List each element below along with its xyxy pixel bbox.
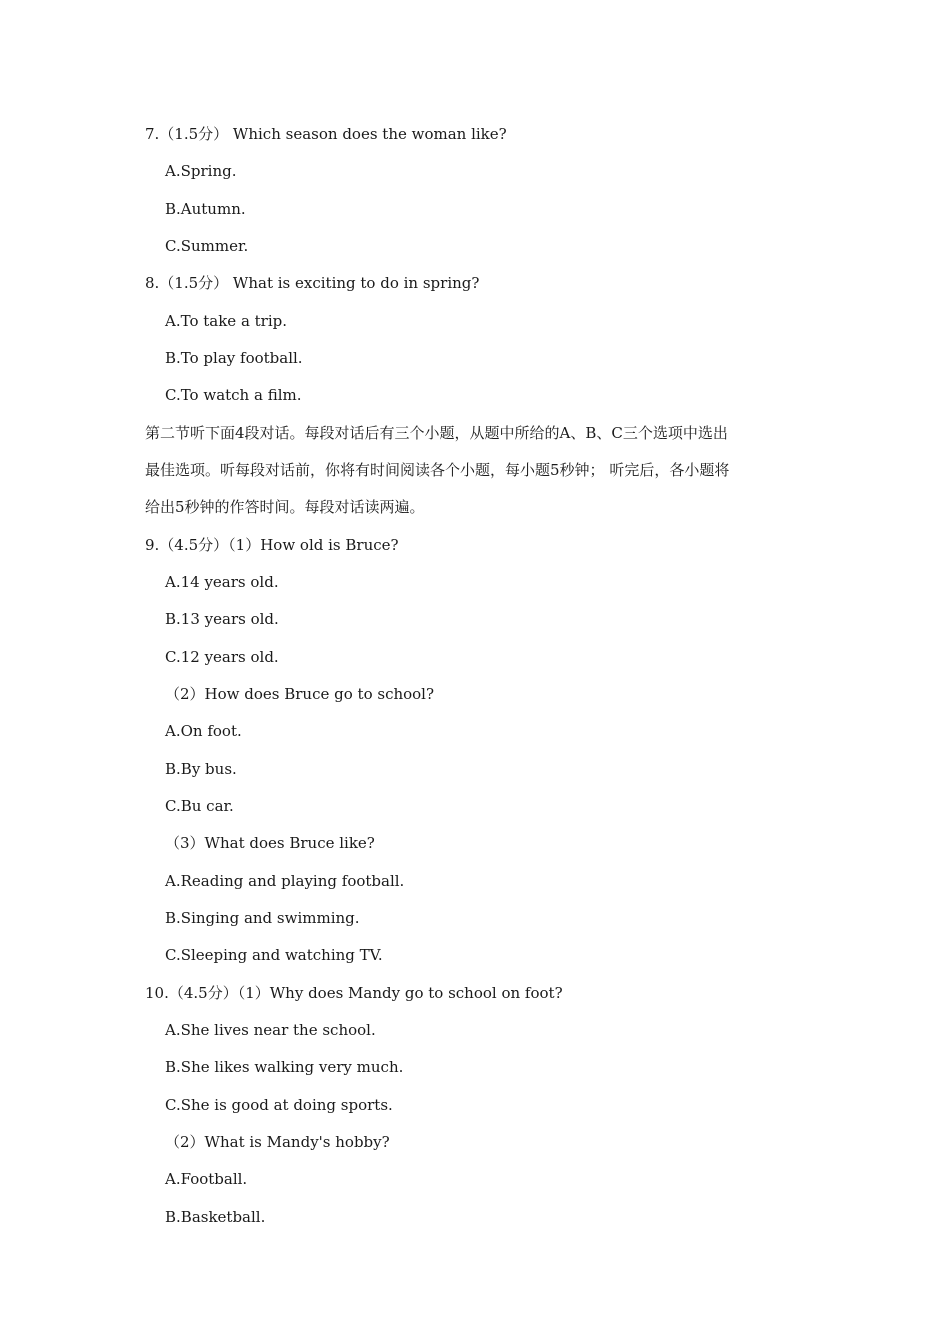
question-8-option-b: B.To play football. [165,349,303,367]
section-2-instructions-line-2: 最佳选项。听每段对话前，你将有时间阅读各个小题，每小题5秒钟； 听完后，各小题将 [145,461,730,479]
question-9-1-option-c: C.12 years old. [165,648,279,666]
question-8-option-a: A.To take a trip. [165,312,288,330]
section-2-instructions-line-3: 给出5秒钟的作答时间。每段对话读两遍。 [145,498,425,516]
question-9-3-option-b: B.Singing and swimming. [165,909,360,927]
question-8-stem: 8.（1.5分） What is exciting to do in spring? [145,274,480,292]
question-7-stem: 7.（1.5分） Which season does the woman like? [145,125,507,143]
question-9-1-option-a: A.14 years old. [165,573,279,591]
question-8-option-c: C.To watch a film. [165,386,302,404]
question-7-option-a: A.Spring. [165,162,237,180]
question-9-1-option-b: B.13 years old. [165,610,279,628]
section-2-instructions-line-1: 第二节听下面4段对话。每段对话后有三个小题，从题中所给的A、B、C三个选项中选出 [145,424,728,442]
question-10-1-option-a: A.She lives near the school. [165,1021,376,1039]
question-9-stem: 9.（4.5分）（1）How old is Bruce? [145,536,399,554]
question-10-2-option-b: B.Basketball. [165,1208,266,1226]
question-10-stem: 10.（4.5分）（1）Why does Mandy go to school on foot? [145,984,563,1002]
question-10-1-option-c: C.She is good at doing sports. [165,1096,393,1114]
question-10-2-option-a: A.Football. [165,1170,248,1188]
question-9-3-option-c: C.Sleeping and watching TV. [165,946,383,964]
question-9-3-stem: （3）What does Bruce like? [165,834,375,852]
question-9-2-option-a: A.On foot. [165,722,242,740]
question-10-1-option-b: B.She likes walking very much. [165,1058,404,1076]
question-9-2-stem: （2）How does Bruce go to school? [165,685,435,703]
question-10-2-stem: （2）What is Mandy's hobby? [165,1133,390,1151]
question-7-option-b: B.Autumn. [165,200,246,218]
question-7-option-c: C.Summer. [165,237,249,255]
question-9-2-option-c: C.Bu car. [165,797,234,815]
question-9-2-option-b: B.By bus. [165,760,237,778]
question-9-3-option-a: A.Reading and playing football. [165,872,405,890]
